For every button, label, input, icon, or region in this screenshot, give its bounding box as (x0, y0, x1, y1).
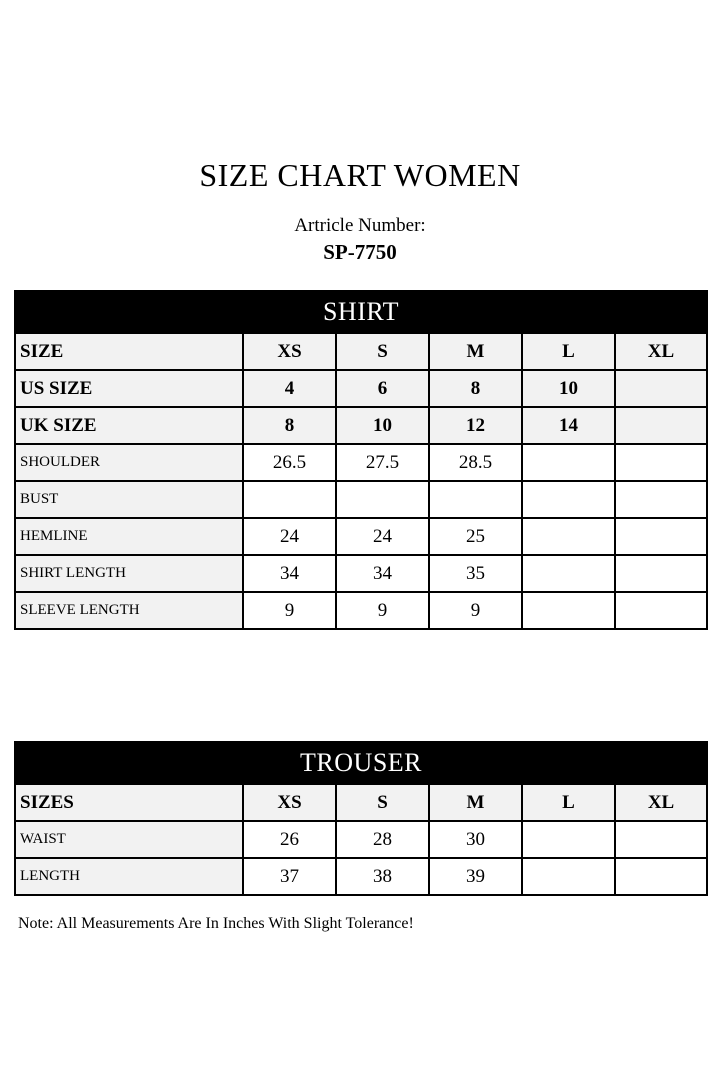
trouser-table (14, 741, 708, 896)
row-label: HEMLINE (15, 518, 243, 555)
value-cell: 37 (243, 858, 336, 895)
value-cell: 34 (336, 555, 429, 592)
value-cell (615, 518, 707, 555)
size-header-row (15, 370, 707, 407)
size-header-row (15, 333, 707, 370)
value-cell (336, 481, 429, 518)
value-cell: 9 (336, 592, 429, 629)
value-cell: 6 (336, 370, 429, 407)
value-cell (429, 481, 522, 518)
row-label: SIZES (15, 784, 243, 821)
size-header-row (15, 407, 707, 444)
page-title: SIZE CHART WOMEN (199, 157, 521, 193)
value-cell: XL (615, 784, 707, 821)
value-cell: XL (615, 333, 707, 370)
value-cell: 35 (429, 555, 522, 592)
value-cell (522, 592, 615, 629)
value-cell: 30 (429, 821, 522, 858)
measure-row (15, 858, 707, 895)
trouser-table-body (15, 742, 707, 895)
value-cell (522, 481, 615, 518)
article-number-label: Artricle Number: (294, 215, 426, 236)
value-cell: 25 (429, 518, 522, 555)
value-cell: 8 (243, 407, 336, 444)
value-cell (615, 370, 707, 407)
row-label: SHOULDER (15, 444, 243, 481)
row-label: US SIZE (15, 370, 243, 407)
row-label: SIZE (15, 333, 243, 370)
shirt-table-body (15, 291, 707, 629)
value-cell: XS (243, 333, 336, 370)
measure-row (15, 444, 707, 481)
value-cell: S (336, 784, 429, 821)
value-cell (522, 555, 615, 592)
value-cell: 27.5 (336, 444, 429, 481)
value-cell (522, 858, 615, 895)
value-cell: 12 (429, 407, 522, 444)
shirt-table-title: SHIRT (15, 291, 707, 333)
value-cell: 38 (336, 858, 429, 895)
value-cell: 14 (522, 407, 615, 444)
value-cell (522, 444, 615, 481)
value-cell (615, 555, 707, 592)
size-header-row (15, 784, 707, 821)
row-label: SLEEVE LENGTH (15, 592, 243, 629)
trouser-table-title: TROUSER (15, 742, 707, 784)
value-cell: S (336, 333, 429, 370)
value-cell: 34 (243, 555, 336, 592)
value-cell: L (522, 333, 615, 370)
value-cell: XS (243, 784, 336, 821)
value-cell (615, 592, 707, 629)
value-cell: 4 (243, 370, 336, 407)
shirt-table-header-row (15, 291, 707, 333)
row-label: LENGTH (15, 858, 243, 895)
measure-row (15, 592, 707, 629)
value-cell: 9 (243, 592, 336, 629)
value-cell: 10 (336, 407, 429, 444)
value-cell: 10 (522, 370, 615, 407)
article-number-value: SP-7750 (323, 240, 397, 264)
value-cell: 24 (336, 518, 429, 555)
note-text: Note: All Measurements Are In Inches With Slight Tolerance! (18, 915, 414, 932)
value-cell: L (522, 784, 615, 821)
row-label: BUST (15, 481, 243, 518)
value-cell: 8 (429, 370, 522, 407)
measure-row (15, 518, 707, 555)
value-cell (522, 518, 615, 555)
value-cell: 28.5 (429, 444, 522, 481)
row-label: SHIRT LENGTH (15, 555, 243, 592)
size-chart-page (14, 0, 706, 933)
measure-row (15, 555, 707, 592)
value-cell (615, 821, 707, 858)
value-cell (615, 858, 707, 895)
value-cell (615, 481, 707, 518)
measure-row (15, 481, 707, 518)
row-label: WAIST (15, 821, 243, 858)
value-cell (243, 481, 336, 518)
value-cell (615, 444, 707, 481)
value-cell: M (429, 333, 522, 370)
value-cell: 39 (429, 858, 522, 895)
shirt-table (14, 290, 708, 630)
value-cell (615, 407, 707, 444)
value-cell: M (429, 784, 522, 821)
trouser-table-header-row (15, 742, 707, 784)
value-cell: 9 (429, 592, 522, 629)
row-label: UK SIZE (15, 407, 243, 444)
measure-row (15, 821, 707, 858)
value-cell: 26.5 (243, 444, 336, 481)
value-cell: 24 (243, 518, 336, 555)
value-cell: 28 (336, 821, 429, 858)
value-cell: 26 (243, 821, 336, 858)
value-cell (522, 821, 615, 858)
